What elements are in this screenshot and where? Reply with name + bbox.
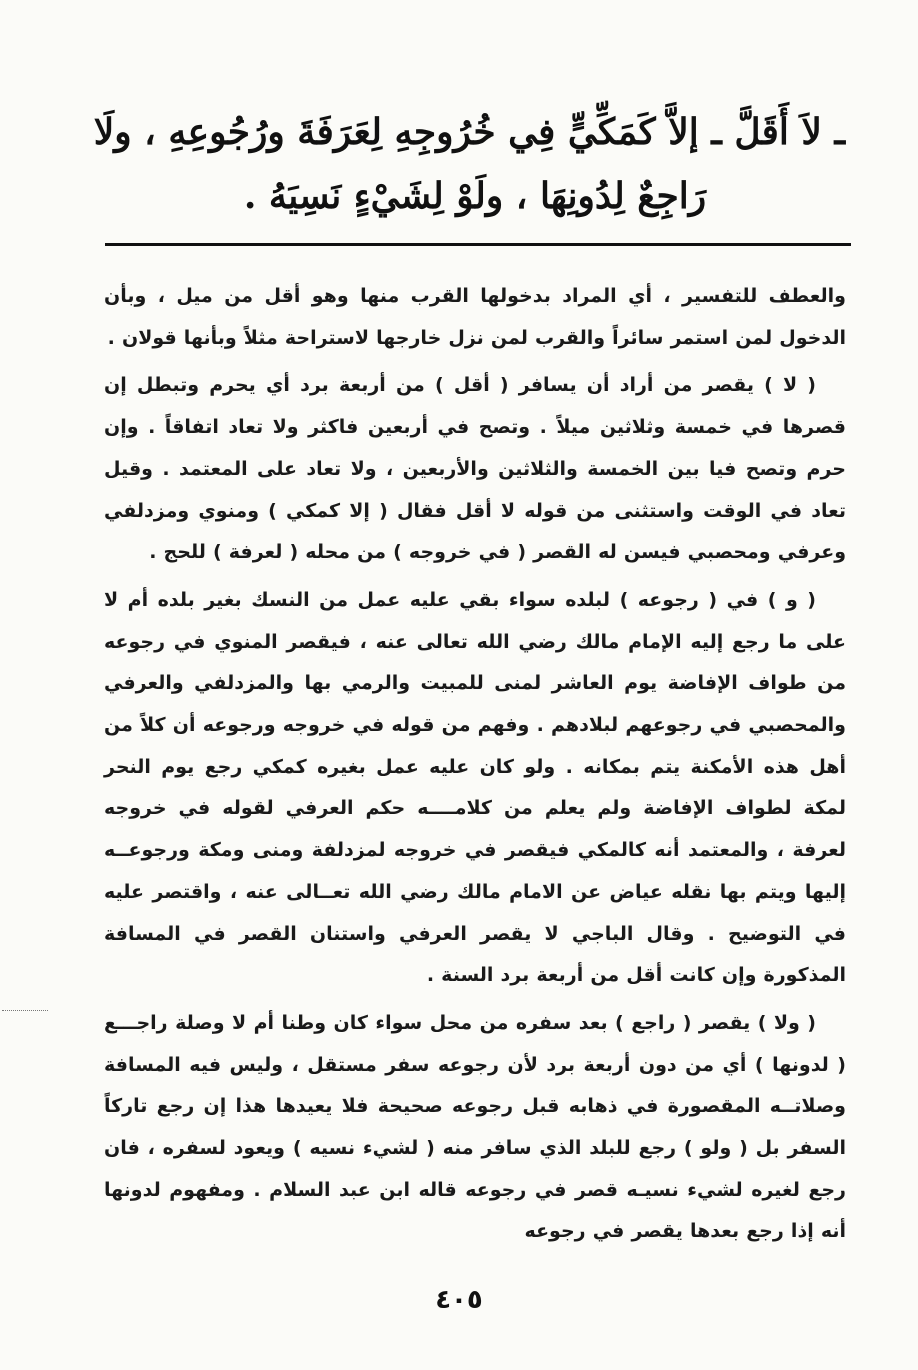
page-number: ٤٠٥ [435,1285,483,1315]
scan-margin-mark [2,1010,48,1014]
commentary-paragraph-1: والعطف للتفسير ، أي المراد بدخولها القرب منها وهو أقل من ميل ، وبأن الدخول لمن استمر سائراً والقرب لمن نزل خارجها لاستراحة مثلاً وبأنها قولان . [104,285,846,349]
header-divider [105,243,851,246]
commentary-paragraph-3: ( و ) في ( رجوعه ) لبلده سواء بقي عليه عمل من النسك بغير بلده أم لا على ما رجع إليه الإمام مالك رضي الله تعالى عنه ، فيقصر المنوي في رجوعه من طواف الإفاضة يوم العاشر لمنى للمبيت والرمي بها والمزدلفي والعرفي والمحصبي في رجوعهم لبلادهم . وفهم من قوله في خروجه ورجوعه أن كلاً من أهل هذه الأمكنة يتم بمكانه . ولو كان عليه عمل بغيره كمكي رجع يوم النحر لمكة لطواف الإفاضة ولم يعلم من كلامــــه حكم العرفي لقوله في خروجه لعرفة ، والمعتمد أنه كالمكي فيقصر في خروجه لمزدلفة ومنى ومكة ورجوعــه إليها ويتم بها نقله عياض عن الامام مالك رضي الله تعــالى عنه ، واقتصر عليه في التوضيح . وقال الباجي لا يقصر العرفي واستنان القصر في المسافة المذكورة وإن كانت أقل من أربعة برد السنة . [104,588,846,987]
verse-header [93,100,845,228]
verse-line-1: ـ لاَ أَقَلَّ ـ إلاَّ كَمَكِّيٍّ فِي خُرُوجِهِ لِعَرَفَةَ ورُجُوعِهِ ، ولَا [93,111,845,153]
commentary-paragraph-2: ( لا ) يقصر من أراد أن يسافر ( أقل ) من أربعة برد أي يحرم وتبطل إن قصرها في خمسة وثلاثين ميلاً . وتصح في أربعين فاكثر ولا تعاد اتفاقاً . وإن حرم وتصح فيا بين الخمسة والثلاثين والأربعين ، ولا تعاد على المعتمد . وقيل تعاد في الوقت واستثنى من قوله لا أقل فقال ( إلا كمكي ) ومنوي ومزدلفي وعرفي ومحصبي فيسن له القصر ( في خروجه ) من محله ( لعرفة ) للحج . [104,374,846,564]
verse-line-2: رَاجِعٌ لِدُونِهَا ، ولَوْ لِشَيْءٍ نَسِيَهُ . [243,175,707,217]
commentary-body [104,276,846,1259]
commentary-paragraph-4: ( ولا ) يقصر ( راجع ) بعد سفره من محل سواء كان وطنا أم لا وصلة راجـــع ( لدونها ) أي من دون أربعة برد لأن رجوعه سفر مستقل ، وليس فيه المسافة وصلاتــه المقصورة في ذهابه قبل رجوعه صحيحة فلا يعيدها هذا إن رجع تاركاً السفر بل ( ولو ) رجع للبلد الذي سافر منه ( لشيء نسيه ) ويعود لسفره ، فان رجع لغيره لشيء نسيـه قصر في رجوعه قاله ابن عبد السلام . ومفهوم لدونها أنه إذا رجع بعدها يقصر في رجوعه [104,1011,846,1243]
